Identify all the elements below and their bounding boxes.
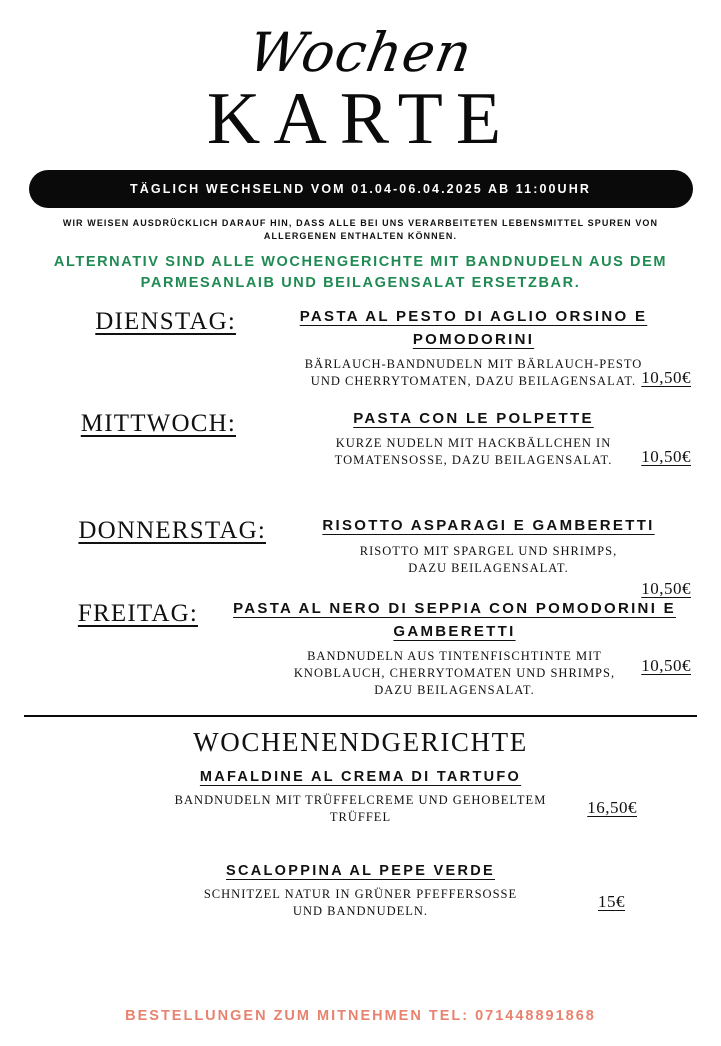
day-label: MITTWOCH: [80, 409, 236, 437]
section-divider [24, 715, 697, 717]
dish-name: SCALOPPINA AL PEPE VERDE [226, 862, 495, 879]
dish-description: BÄRLAUCH-BANDNUDELN MIT BÄRLAUCH-PESTO UND CHERRYTOMATEN, DAZU BEILAGENSALAT. [304, 357, 643, 388]
allergen-note: WIR WEISEN AUSDRÜCKLICH DARAUF HIN, DASS ALLE BEI UNS VERARBEITETEN LEBENSMITTEL SPUREN VON ALLERGENEN ENTHALTEN KÖNNEN. [62, 218, 659, 242]
dish-description: KURZE NUDELN MIT HACKBÄLLCHEN IN TOMATENSOSSE, DAZU BEILAGENSALAT. [334, 436, 613, 468]
weekend-section-title: WOCHENENDGERICHTE [193, 727, 528, 757]
menu-day-donnerstag [18, 515, 703, 599]
day-label: FREITAG: [77, 600, 198, 628]
order-phone-footer: BESTELLUNGEN ZUM MITNEHMEN TEL: 071448891868 [125, 1008, 596, 1024]
weekend-item [18, 768, 703, 826]
dish-price: 10,50€ [641, 368, 691, 388]
dish-price: 15€ [598, 891, 625, 911]
menu-page [0, 21, 721, 1046]
dish-name: RISOTTO ASPARAGI E GAMBERETTI [322, 517, 655, 535]
alternative-note: ALTERNATIV SIND ALLE WOCHENGERICHTE MIT BANDNUDELN AUS DEM PARMESANLAIB UND BEILAGENSALAT ERSETZBAR. [53, 254, 668, 292]
dish-description: RISOTTO MIT SPARGEL UND SHRIMPS, DAZU BEILAGENSALAT. [359, 543, 618, 575]
schedule-banner [29, 170, 693, 208]
dish-name: PASTA AL PESTO DI AGLIO ORSINO E POMODORINI [299, 308, 648, 348]
dish-name: MAFALDINE AL CREMA DI TARTUFO [199, 769, 522, 785]
dish-price: 10,50€ [641, 656, 691, 676]
page-title-script: Wochen [243, 21, 478, 84]
dish-description: BANDNUDELN AUS TINTENFISCHTINTE MIT KNOBLAUCH, CHERRYTOMATEN UND SHRIMPS, DAZU BEILAGENSALAT. [293, 649, 616, 698]
menu-day-dienstag [18, 306, 703, 390]
menu-day-freitag [18, 598, 703, 699]
dish-price: 16,50€ [587, 798, 637, 817]
menu-day-mittwoch [18, 408, 703, 469]
dish-price: 10,50€ [641, 579, 691, 599]
dish-name: PASTA CON LE POLPETTE [353, 409, 594, 427]
page-title-main: KARTE [206, 78, 515, 160]
weekend-item [18, 862, 703, 920]
schedule-banner-text: TÄGLICH WECHSELND VOM 01.04-06.04.2025 AB 11:00UHR [130, 182, 591, 196]
dish-description: SCHNITZEL NATUR IN GRÜNER PFEFFERSOSSE UND BANDNUDELN. [203, 886, 518, 918]
day-label: DONNERSTAG: [78, 517, 266, 545]
dish-description: BANDNUDELN MIT TRÜFFELCREME UND GEHOBELTEM TRÜFFEL [174, 793, 547, 824]
dish-name: PASTA AL NERO DI SEPPIA CON POMODORINI E GAMBERETTI [233, 600, 676, 640]
dish-price: 10,50€ [641, 446, 691, 466]
day-label: DIENSTAG: [95, 308, 236, 336]
